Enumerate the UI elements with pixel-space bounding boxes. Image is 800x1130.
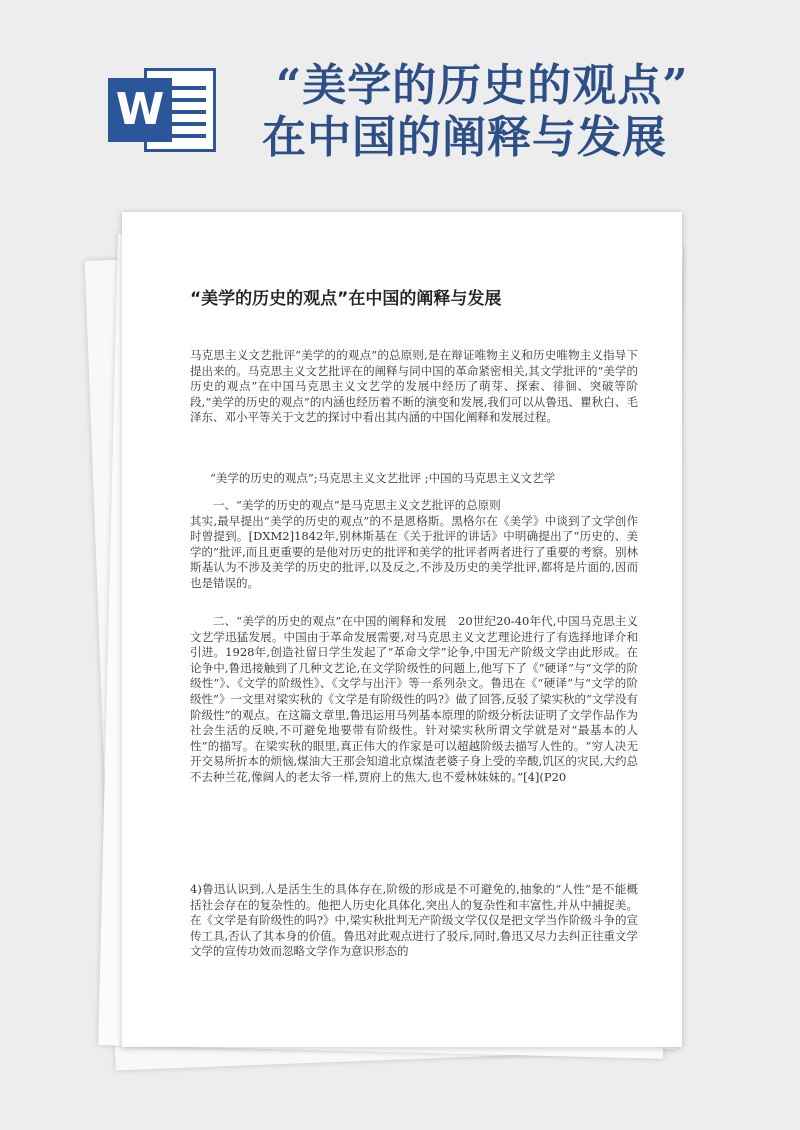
document-page	[122, 212, 682, 1047]
cover-header	[0, 0, 800, 200]
section-3-paragraph: 4)鲁迅认识到,人是活生生的具体存在,阶级的形成是不可避免的,抽象的“人性”是不能概括社会存在的复杂性的。他把人历史化具体化,突出人的复杂性和丰富性,并从中捕捉美。在《文学是有阶级性的吗?》中,梁实秋批判无产阶级文学仅仅是把文学当作阶级斗争的宣传工具,否认了其本身的价值。鲁迅对此观点进行了驳斥,同时,鲁迅又尽力去纠正往重文学文学的宣传功效而忽略文学作为意识形态的	[190, 882, 638, 959]
section-1-paragraph: 一、“美学的历史的观点”是马克思主义文艺批评的总原则 其实,最早提出“美学的历史的观点”的不是恩格斯。黑格尔在《美学》中谈到了文学创作时曾提到。[DXM2]1842年,别林斯基在《关于批评的讲话》中明确提出了“历史的、美学的”批评,而且更重要的是他对历史的批评和美学的批评者两者进行了重要的考察。别林斯基认为不涉及美学的历史的批评,以及反之,不涉及历史的美学批评,都将是片面的,因而也是错误的。	[190, 498, 638, 590]
section-2-paragraph: 二、“美学的历史的观点”在中国的阐释和发展 20世纪20-40年代,中国马克思主义文艺学迅猛发展。中国由于革命发展需要,对马克思主义文艺理论进行了有选择地译介和引进。1928年,创造社留日学生发起了“革命文学”论争,中国无产阶级文学由此形成。在论争中,鲁迅接触到了几种文艺论,在文学阶级性的问题上,他写下了《“硬译”与“文学的阶级性”》、《文学的阶级性》、《文学与出汗》等一系列杂文。鲁迅在《“硬译”与“文学的阶级性”》一文里对梁实秋的《文学是有阶级性的吗?》做了回答,反驳了梁实秋的“文学没有阶级性”的观点。在这篇文章里,鲁迅运用马列基本原理的阶级分析法证明了文学作品作为社会生活的反映,不可避免地要带有阶级性。针对梁实秋所谓文学就是对“最基本的人性”的描写。在梁实秋的眼里,真正伟大的作家是可以超越阶级去描写人性的。“穷人决无开交易所折本的烦恼,煤油大王那会知道北京煤渣老婆子身上受的辛酸,饥区的灾民,大约总不去种兰花,像阔人的老太爷一样,贾府上的焦大,也不爱林妹妹的。”[4](P20	[190, 614, 638, 784]
cover-title-line1: “美学的历史的观点”	[276, 60, 689, 111]
keywords-line: “美学的历史的观点”;马克思主义文艺批评 ;中国的马克思主义文艺学	[210, 471, 556, 485]
word-document-icon	[108, 60, 220, 160]
word-w-badge: W	[108, 78, 172, 142]
cover-title	[262, 60, 782, 164]
document-title: “美学的历史的观点”在中国的阐释与发展	[190, 289, 502, 309]
abstract-paragraph: 马克思主义文艺批评“美学的的观点”的总原则,是在辩证唯物主义和历史唯物主义指导下提出来的。马克思主义文艺批评在的阐释与同中国的革命紧密相关,其文学批评的“美学的历史的观点”在中国马克思主义文艺学的发展中经历了萌芽、探索、徘徊、突破等阶段,“美学的历史的观点”的内涵也经历着不断的演变和发展,我们可以从鲁迅、瞿秋白、毛泽东、邓小平等关于文艺的探讨中看出其内涵的中国化阐释和发展过程。	[190, 348, 638, 425]
cover-title-line2: 在中国的阐释与发展	[262, 112, 667, 163]
